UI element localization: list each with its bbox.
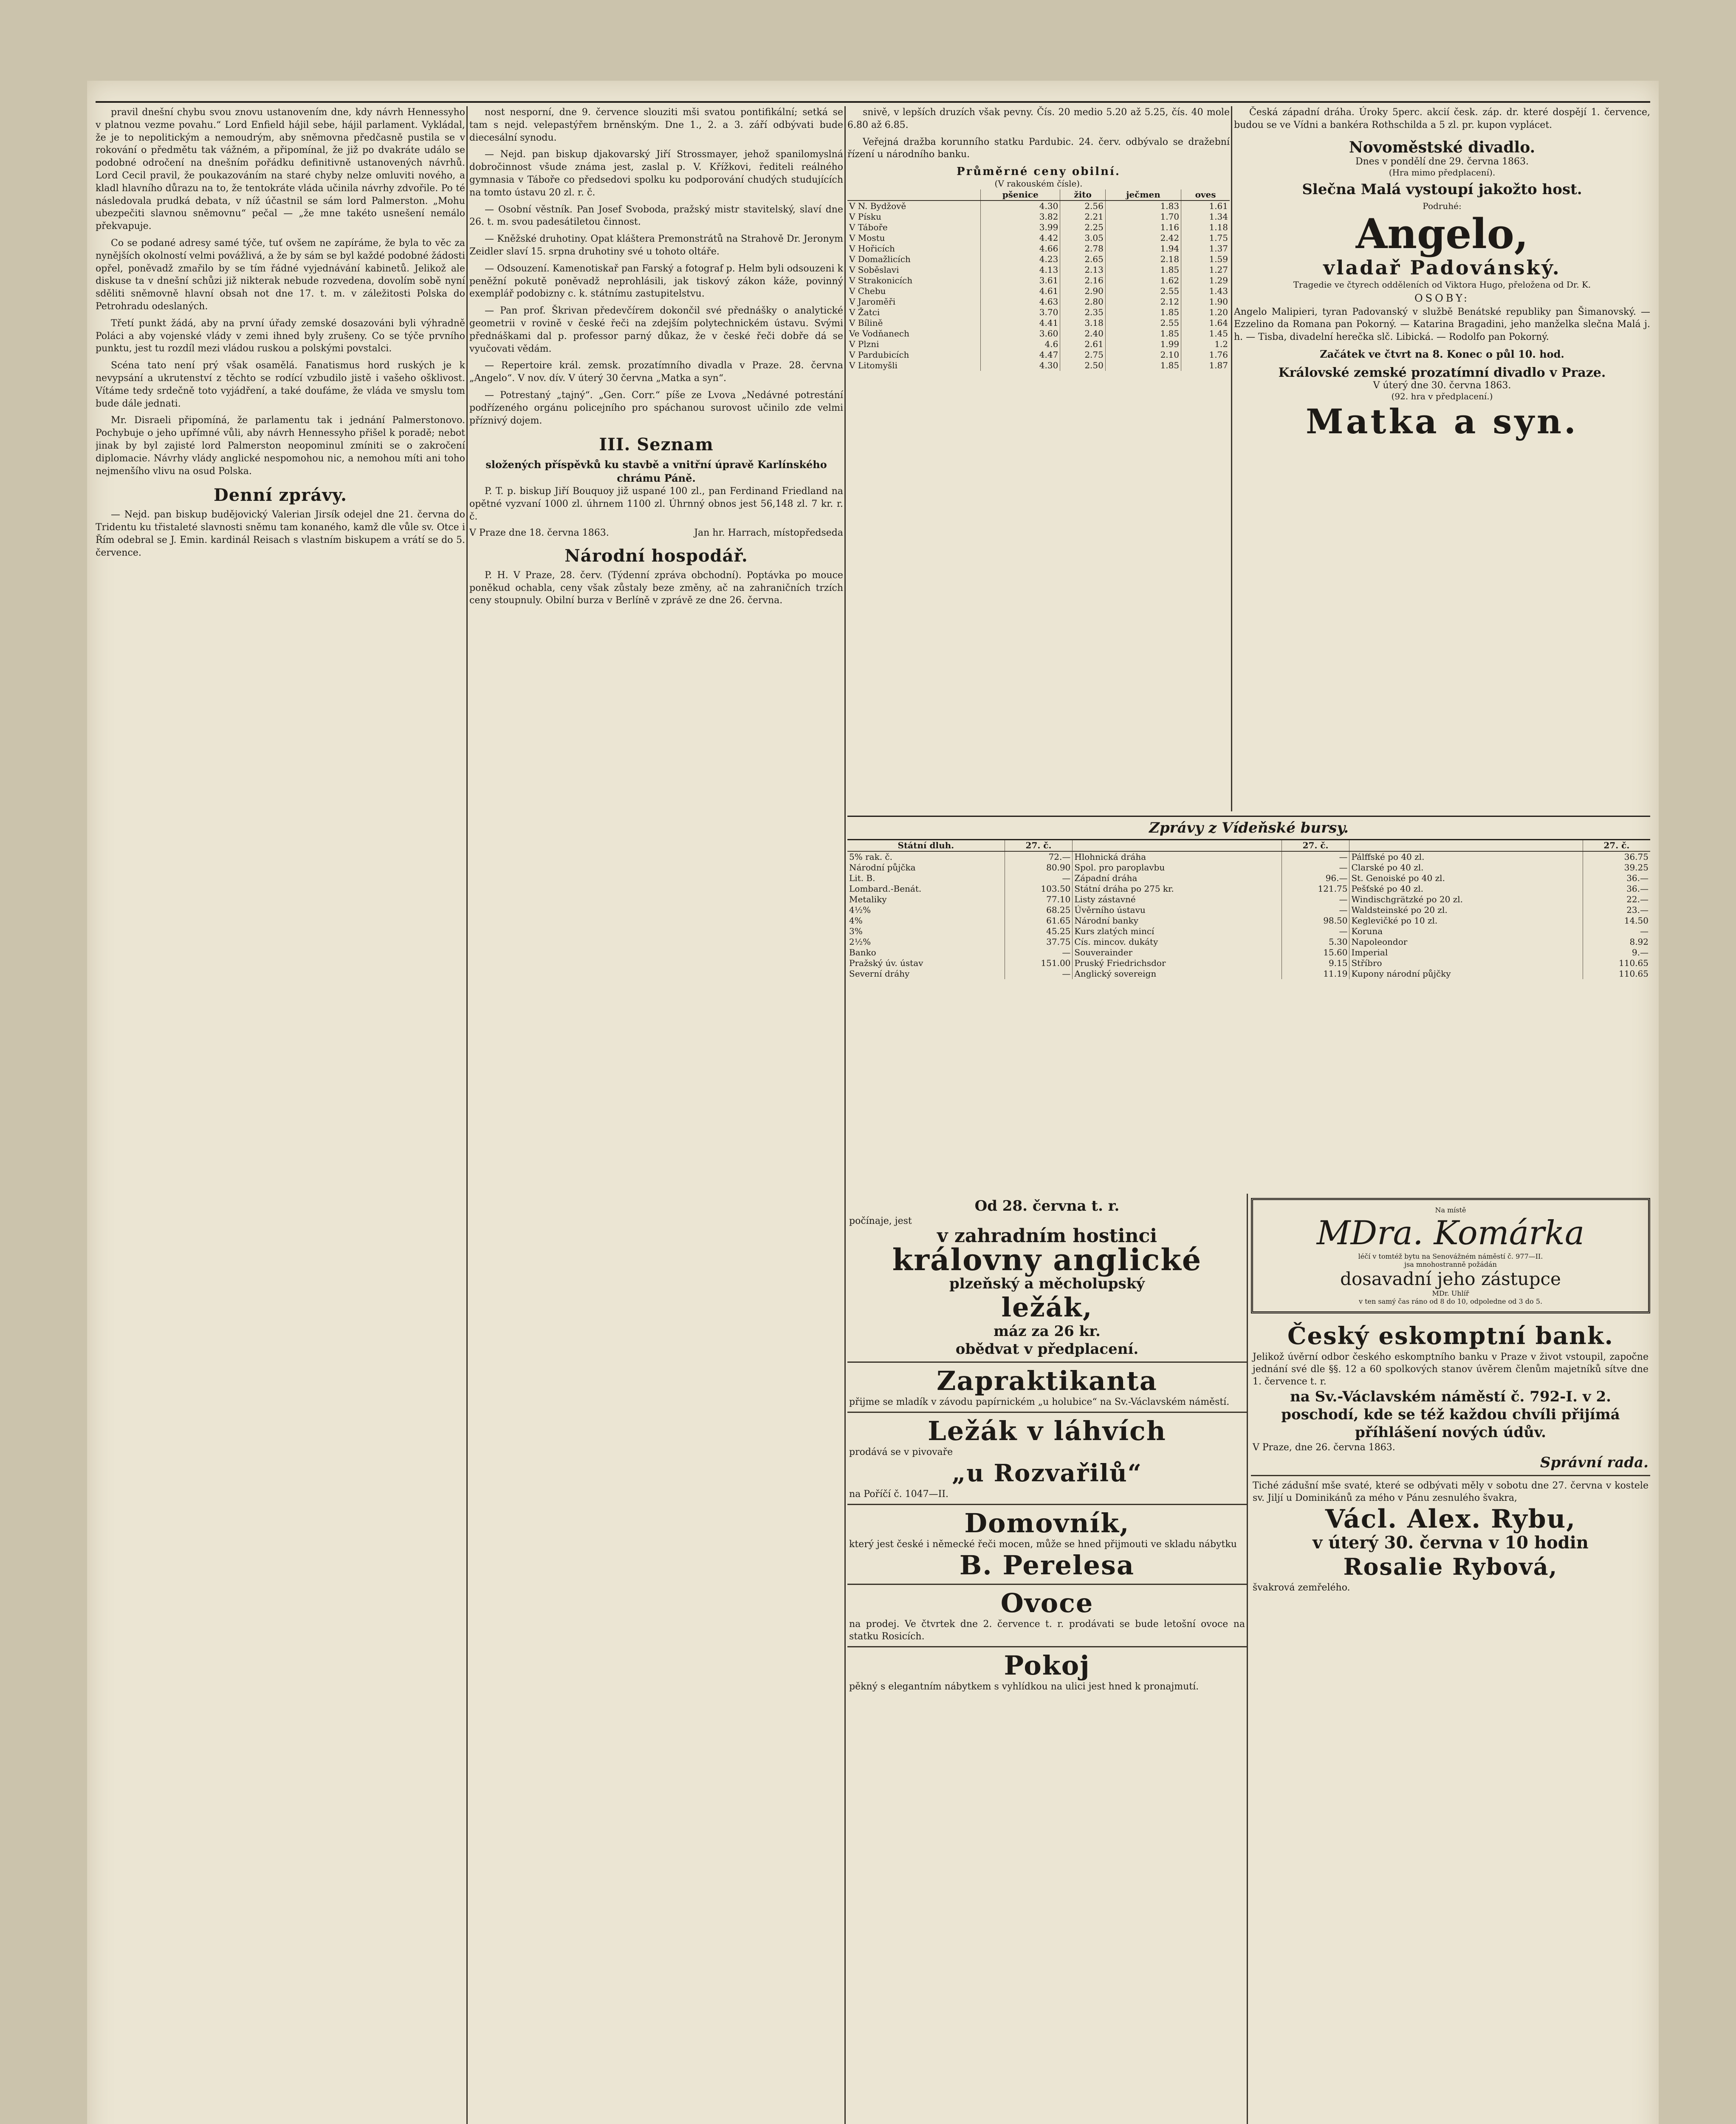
table-cell: 1.29 bbox=[1181, 275, 1230, 286]
burse-row bbox=[847, 905, 1650, 915]
ad-place: v zahradním hostinci bbox=[937, 1225, 1157, 1247]
table-cell: Spol. pro paroplavbu bbox=[1073, 862, 1282, 873]
ads-column-left bbox=[847, 1194, 1248, 2124]
burse-row bbox=[847, 851, 1650, 862]
table-cell: 4.30 bbox=[981, 360, 1060, 371]
table-cell: 22.— bbox=[1583, 894, 1650, 905]
article-paragraph: — Odsouzení. Kamenotiskař pan Farský a fotograf p. Helm byli odsouzeni k peněžní pokutě poněvadž neprohlásili, jak tiskový zákon káže, povinný exemplář podobizny c. k. státnímu zastupitelstvu. bbox=[469, 263, 843, 299]
table-cell: 3.99 bbox=[981, 222, 1060, 233]
ad-eskompt bbox=[1251, 1318, 1650, 1476]
article-paragraph: pravil dnešní chybu svou znovu ustanovením dne, kdy návrh Hennessyho v platnou vezme povahu.“ Lord Enfield hájil sebe, hájil parlament. Vykládal, že je to nepolitickým a nemoudrým, aby sněmovna předčasně pustila se v rokování o předmětu tak vážném, a připomínal, že již po dvakráte událo se podobné odročení na dnešním pořádku definitivně ustanovených návrhů. Lord Cecil pravil, že poukazováním na staré chyby nelze omluviti nového, a kladl hlavního důrazu na to, že tentokráte vláda učinila návrhy zdvořile. Po té následovala prudká debata, v níž účastnil se sám lord Palmerston. „Mohu ubezpečiti slavnou sněmovnu“ pečal — „že mne takéto usnešení nemálo překvapuje. bbox=[96, 107, 465, 232]
notice-paragraph: Česká západní dráha. Úroky 5perc. akcií česk. záp. dr. které dospějí 1. července, budou se ve Vídni a bankéra Rothschilda a 5 zl. pr. kupon vyplácet. bbox=[1234, 107, 1650, 130]
royal-theatre-note: (92. hra v předplacení.) bbox=[1391, 391, 1493, 401]
table-cell: 4.63 bbox=[981, 297, 1060, 307]
table-cell: — bbox=[1005, 947, 1073, 958]
table-cell: 4.41 bbox=[981, 318, 1060, 328]
table-cell: 1.37 bbox=[1181, 243, 1230, 254]
signature-name: Jan hr. Harrach, místopředseda bbox=[694, 527, 843, 538]
royal-play-title: Matka a syn. bbox=[1306, 401, 1578, 441]
column-prices bbox=[847, 106, 1230, 837]
theatre-date: Dnes v pondělí dne 29. června 1863. bbox=[1355, 156, 1529, 167]
table-cell: 4.13 bbox=[981, 265, 1060, 275]
table-cell: 2.75 bbox=[1060, 350, 1106, 360]
theatre-title: Novoměstské divadlo. bbox=[1349, 138, 1536, 156]
table-cell: 1.87 bbox=[1181, 360, 1230, 371]
ad-text: pěkný s elegantním nábytkem s vyhlídkou na ulici jest hned k pronajmutí. bbox=[849, 1681, 1199, 1692]
table-cell: Napoleondor bbox=[1349, 937, 1583, 947]
table-cell: 1.34 bbox=[1181, 212, 1230, 222]
table-cell: 37.75 bbox=[1005, 937, 1073, 947]
table-cell: Pražský úv. ústav bbox=[849, 958, 923, 968]
table-header bbox=[1073, 840, 1282, 851]
table-cell: 2.25 bbox=[1060, 222, 1106, 233]
table-cell: 2.50 bbox=[1060, 360, 1106, 371]
table-cell: 1.70 bbox=[1105, 212, 1181, 222]
price-row bbox=[847, 265, 1230, 275]
table-cell: 36.— bbox=[1583, 884, 1650, 894]
table-cell: 2.56 bbox=[1060, 201, 1106, 212]
table-cell: V Táboře bbox=[849, 222, 888, 233]
column-left bbox=[96, 106, 465, 2124]
table-cell: 3.18 bbox=[1060, 318, 1106, 328]
table-cell: 2.61 bbox=[1060, 339, 1106, 350]
table-cell: V Žatci bbox=[849, 307, 880, 318]
table-cell: 14.50 bbox=[1583, 915, 1650, 926]
table-cell: 1.85 bbox=[1105, 265, 1181, 275]
table-cell: 1.99 bbox=[1105, 339, 1181, 350]
table-cell: 1.61 bbox=[1181, 201, 1230, 212]
table-cell: — bbox=[1005, 873, 1073, 884]
ad-doctor: MDr. Uhlíř bbox=[1432, 1289, 1469, 1297]
table-cell: 1.27 bbox=[1181, 265, 1230, 275]
table-cell: 1.85 bbox=[1105, 360, 1181, 371]
table-cell: 1.76 bbox=[1181, 350, 1230, 360]
ad-name: „u Rozvařilů“ bbox=[952, 1459, 1142, 1487]
table-cell: V Hořicích bbox=[849, 243, 895, 254]
table-cell: 98.50 bbox=[1282, 915, 1349, 926]
table-cell: Západní dráha bbox=[1073, 873, 1282, 884]
table-cell: 45.25 bbox=[1005, 926, 1073, 937]
theatre-note: (Hra mimo předplacení). bbox=[1389, 167, 1496, 178]
table-cell: 1.2 bbox=[1181, 339, 1230, 350]
table-cell: 80.90 bbox=[1005, 862, 1073, 873]
ad-sign: Rosalie Rybová, bbox=[1343, 1553, 1558, 1580]
ad-name: B. Perelesa bbox=[959, 1550, 1135, 1581]
table-cell: Pálffské po 40 zl. bbox=[1349, 851, 1583, 862]
burse-row bbox=[847, 873, 1650, 884]
table-cell: 4.66 bbox=[981, 243, 1060, 254]
table-cell: 4.61 bbox=[981, 286, 1060, 297]
article-paragraph: — Kněžské druhotiny. Opat kláštera Premonstrátů na Strahově Dr. Jeronym Zeidler slaví 15. srpna druhotiny své u tohoto oltáře. bbox=[469, 234, 843, 257]
ad-komarek bbox=[1251, 1198, 1650, 1313]
table-cell: 1.64 bbox=[1181, 318, 1230, 328]
article-paragraph: — Nejd. pan biskup budějovický Valerian Jirsík odejel dne 21. června do Tridentu ku třistaleté slavnosti sněmu tam konaného, kamž dle vůle sv. Otce i Řím odebral se J. Emin. kardinál Reisach s vlastním biskupem a vrátí se do 5. července. bbox=[96, 509, 465, 558]
table-cell: 96.— bbox=[1282, 873, 1349, 884]
table-cell: 3% bbox=[849, 926, 863, 936]
top-rule bbox=[96, 101, 1650, 103]
table-cell: Národní banky bbox=[1073, 915, 1282, 926]
table-cell: 68.25 bbox=[1005, 905, 1073, 915]
table-cell: 5.30 bbox=[1282, 937, 1349, 947]
table-header: oves bbox=[1181, 189, 1230, 201]
burse-section bbox=[847, 816, 1650, 1189]
table-cell: V Litomyšli bbox=[849, 360, 898, 371]
column-middle bbox=[469, 106, 843, 2124]
table-cell: 2.13 bbox=[1060, 265, 1106, 275]
signature-date: V Praze dne 18. června 1863. bbox=[469, 527, 609, 538]
column-divider bbox=[844, 106, 846, 2124]
price-row bbox=[847, 318, 1230, 328]
table-header: 27. č. bbox=[1005, 840, 1073, 851]
table-cell: 23.— bbox=[1583, 905, 1650, 915]
ad-text: na prodej. Ve čtvrtek dne 2. července t. r. prodávati se bude letošní ovoce na statku Rosicích. bbox=[849, 1619, 1245, 1642]
article-paragraph: Scéna tato není prý však osamělá. Fanatismus hord ruských je k nevypsání a ukrutenství z těchto se rodící vzbudilo jistě i vašeho ošklivost. Vítáme tedy srdečně toto vyjádření, a také doufáme, že vláda ve smyslu tom bude dále jednati. bbox=[96, 360, 465, 409]
column-divider bbox=[1231, 106, 1232, 811]
table-cell: 121.75 bbox=[1282, 884, 1349, 894]
burse-row bbox=[847, 969, 1650, 979]
ad-title: Domovník, bbox=[964, 1508, 1130, 1539]
table-cell: 4.30 bbox=[981, 201, 1060, 212]
cast-list: Angelo Malipieri, tyran Padovanský v službě Benátské republiky pan Šimanovský. — Ezzelino da Romana pan Pokorný. — Katarina Bragadini, jeho manželka slečna Malá j. h. — Tisba, divadelní herečka slč. Libická. — Rodolfo pan Pokorný. bbox=[1234, 306, 1650, 343]
seznam-subtitle: složených příspěvků ku stavbě a vnitřní úpravě Karlínského chrámu Páně. bbox=[486, 458, 827, 485]
table-cell: 3.61 bbox=[981, 275, 1060, 286]
table-header: Státní dluh. bbox=[847, 840, 1005, 851]
ad-address: na Poříčí č. 1047—II. bbox=[849, 1489, 949, 1500]
table-cell: 2.18 bbox=[1105, 254, 1181, 265]
price-row bbox=[847, 360, 1230, 371]
ad-name: MDra. Komárka bbox=[1316, 1214, 1585, 1252]
table-cell: — bbox=[1282, 894, 1349, 905]
table-cell: Clarské po 40 zl. bbox=[1349, 862, 1583, 873]
ad-text: počínaje, jest bbox=[849, 1216, 912, 1226]
table-cell: 15.60 bbox=[1282, 947, 1349, 958]
table-cell: 1.43 bbox=[1181, 286, 1230, 297]
table-cell: 8.92 bbox=[1583, 937, 1650, 947]
table-cell: — bbox=[1282, 905, 1349, 915]
section-heading-seznam: III. Seznam bbox=[599, 435, 714, 455]
table-cell: 2.80 bbox=[1060, 297, 1106, 307]
table-cell: 1.85 bbox=[1105, 307, 1181, 318]
ad-sign: Správní rada. bbox=[1540, 1454, 1648, 1471]
table-cell: V Jaroměři bbox=[849, 297, 896, 307]
ad-text: prodává se v pivovaře bbox=[849, 1447, 953, 1457]
table-cell: 2.42 bbox=[1105, 233, 1181, 243]
burse-row bbox=[847, 894, 1650, 905]
article-paragraph: Veřejná dražba korunního statku Pardubic. 24. červ. odbývalo se dražební řízení u národního banku. bbox=[847, 136, 1230, 160]
table-cell: 77.10 bbox=[1005, 894, 1073, 905]
table-header bbox=[1349, 840, 1583, 851]
ad-place: na Sv.-Václavském náměstí č. 792-I. v 2. poschodí, kde se též každou chvíli přijímá příhlášení nových údův. bbox=[1281, 1388, 1620, 1441]
table-cell: 1.18 bbox=[1181, 222, 1230, 233]
ads-column-right bbox=[1251, 1194, 1650, 2124]
ad-beer: plzeňský a měcholupský bbox=[949, 1275, 1145, 1292]
ad-domovnik bbox=[847, 1505, 1247, 1585]
ad-text: který jest české i německé řeči mocen, může se hned přijmouti ve skladu nábytku bbox=[849, 1539, 1237, 1550]
table-cell: 1.94 bbox=[1105, 243, 1181, 254]
ad-title: Pokoj bbox=[1004, 1650, 1090, 1681]
price-row bbox=[847, 254, 1230, 265]
ad-date: V Praze, dne 26. června 1863. bbox=[1253, 1442, 1395, 1453]
table-cell: 2.40 bbox=[1060, 328, 1106, 339]
table-cell: Kupony národní půjčky bbox=[1349, 969, 1583, 979]
table-cell: Národní půjčka bbox=[849, 862, 916, 873]
table-cell: V Soběslavi bbox=[849, 265, 899, 275]
table-cell: Banko bbox=[849, 947, 876, 957]
table-cell: 5% rak. č. bbox=[849, 852, 892, 862]
table-cell: Severní dráhy bbox=[849, 969, 910, 979]
table-cell: V Písku bbox=[849, 212, 881, 222]
table-cell: Státní dráha po 275 kr. bbox=[1073, 884, 1282, 894]
table-cell: Cís. mincov. dukáty bbox=[1073, 937, 1282, 947]
newspaper-page bbox=[87, 81, 1659, 2124]
table-cell: St. Genoiské po 40 zl. bbox=[1349, 873, 1583, 884]
article-paragraph: — Potrestaný „tajný“. „Gen. Corr.“ píše ze Lvova „Nedávné potrestání podřízeného orgánu policejního pro spáchanou surovost učinilo zde velmi příznivý dojem. bbox=[469, 390, 843, 426]
table-cell: 2.35 bbox=[1060, 307, 1106, 318]
theatre-guest: Slečna Malá vystoupí jakožto host. bbox=[1302, 181, 1582, 198]
table-cell: Ve Vodňanech bbox=[849, 328, 909, 339]
table-header: žito bbox=[1060, 189, 1106, 201]
table-header: ječmen bbox=[1105, 189, 1181, 201]
play-title: Angelo, bbox=[1355, 209, 1529, 258]
table-cell: — bbox=[1005, 969, 1073, 979]
article-paragraph: — Nejd. pan biskup djakovarský Jiří Strossmayer, jehož spanilomyslná dobročinnost všude známa jest, zaslal p. V. Křížkovi, řediteli reálného gymnasia v Táboře co předsedovi spolku ku podporování chudých studujících na tomto ústavu 20 zl. r. č. bbox=[469, 149, 843, 198]
table-cell: Imperial bbox=[1349, 947, 1583, 958]
ad-lezak: ležák, bbox=[1001, 1292, 1093, 1323]
article-paragraph: — Pan prof. Škrivan předevčírem dokončil své přednášky o analytické geometrii v rovině v české řeči na zdejším polytechnickém ústavu. Svými přednáškami dal p. professor parný důkaz, že v české řeči dobře dá se vyučovati vědám. bbox=[469, 305, 843, 354]
ad-sign-sub: švakrová zemřelého. bbox=[1253, 1582, 1350, 1593]
burse-row bbox=[847, 884, 1650, 894]
ad-text: přijme se mladík v závodu papírnickém „u holubice“ na Sv.-Václavském náměstí. bbox=[849, 1397, 1230, 1407]
burse-row bbox=[847, 958, 1650, 969]
ad-title: Zapraktikanta bbox=[937, 1365, 1157, 1396]
table-cell: 2.10 bbox=[1105, 350, 1181, 360]
table-cell: 39.25 bbox=[1583, 862, 1650, 873]
table-cell: 4.23 bbox=[981, 254, 1060, 265]
table-cell: — bbox=[1282, 851, 1349, 862]
seznam-signature bbox=[469, 528, 843, 538]
ad-title: Ležák v láhvích bbox=[928, 1415, 1166, 1446]
show-times: Začátek ve čtvrt na 8. Konec o půl 10. hod. bbox=[1320, 347, 1564, 360]
price-row bbox=[847, 243, 1230, 254]
table-cell: 2.90 bbox=[1060, 286, 1106, 297]
royal-theatre-date: V úterý dne 30. června 1863. bbox=[1373, 380, 1511, 391]
table-cell: 4½% bbox=[849, 905, 871, 915]
table-cell: — bbox=[1583, 926, 1650, 937]
table-cell: 3.60 bbox=[981, 328, 1060, 339]
table-cell: 11.19 bbox=[1282, 969, 1349, 979]
column-divider bbox=[466, 106, 468, 2124]
section-heading-denni: Denní zprávy. bbox=[214, 485, 347, 506]
table-cell: Hlohnická dráha bbox=[1073, 851, 1282, 862]
table-cell: 1.20 bbox=[1181, 307, 1230, 318]
ad-dinner: obědvat v předplacení. bbox=[955, 1341, 1139, 1358]
table-cell: 2.65 bbox=[1060, 254, 1106, 265]
table-cell: 2.16 bbox=[1060, 275, 1106, 286]
table-cell: Keglevičké po 10 zl. bbox=[1349, 915, 1583, 926]
table-cell: 1.85 bbox=[1105, 328, 1181, 339]
ad-pokoj bbox=[847, 1647, 1247, 1696]
table-cell: — bbox=[1282, 926, 1349, 937]
table-cell: 36.— bbox=[1583, 873, 1650, 884]
section-heading-narodni: Národní hospodář. bbox=[565, 545, 748, 566]
ad-date: v úterý 30. června v 10 hodin bbox=[1313, 1533, 1589, 1553]
table-header: 27. č. bbox=[1282, 840, 1349, 851]
prices-unit: (V rakouském čísle). bbox=[994, 178, 1083, 189]
price-row bbox=[847, 350, 1230, 360]
price-row bbox=[847, 222, 1230, 233]
play-subtitle: vladař Padovánský. bbox=[1323, 256, 1561, 279]
ad-lezak-lahve bbox=[847, 1413, 1247, 1505]
ad-brand: královny anglické bbox=[892, 1242, 1202, 1277]
table-header bbox=[847, 189, 981, 201]
table-cell: V Strakonicích bbox=[849, 275, 913, 286]
burse-row bbox=[847, 947, 1650, 958]
ad-name: Václ. Alex. Rybu, bbox=[1325, 1504, 1576, 1534]
table-cell: V Plzni bbox=[849, 339, 879, 350]
ad-text: Jelikož úvěrní odbor českého eskomptního banku v Praze v život vstoupil, započne jednání své dle §§. 12 a 60 spolkových stanov úvěrem členům majetníků sítve dne 1. července t. r. bbox=[1253, 1352, 1648, 1387]
play-description: Tragedie ve čtyrech odděleních od Viktora Hugo, přeložena od Dr. K. bbox=[1293, 279, 1591, 290]
table-cell: 1.75 bbox=[1181, 233, 1230, 243]
table-cell: Pešťské po 40 zl. bbox=[1349, 884, 1583, 894]
table-cell: Lombard.-Benát. bbox=[849, 884, 922, 894]
ad-praktikant bbox=[847, 1363, 1247, 1413]
table-cell: 9.15 bbox=[1282, 958, 1349, 969]
table-cell: V N. Bydžově bbox=[849, 201, 906, 212]
table-cell: 110.65 bbox=[1583, 969, 1650, 979]
table-cell: V Chebu bbox=[849, 286, 886, 297]
table-cell: Windischgrätzké po 20 zl. bbox=[1349, 894, 1583, 905]
table-cell: 9.— bbox=[1583, 947, 1650, 958]
price-row bbox=[847, 307, 1230, 318]
table-cell: 2.12 bbox=[1105, 297, 1181, 307]
ad-date: Od 28. června t. r. bbox=[974, 1198, 1120, 1215]
table-cell: 2.21 bbox=[1060, 212, 1106, 222]
table-cell: 4.47 bbox=[981, 350, 1060, 360]
article-paragraph: P. T. p. biskup Jiří Bouquoy již uspané 100 zl., pan Ferdinand Friedland na opětné vyzvaní 1000 zl. úhrnem 1100 zl. Úhrnný obnos jest 56,148 zl. 7 kr. r. č. bbox=[469, 486, 843, 522]
column-theatre bbox=[1234, 106, 1650, 811]
table-cell: 151.00 bbox=[1005, 958, 1073, 969]
article-paragraph: nost nesporní, dne 9. července slouziti mši svatou pontifikální; setká se tam s nejd. velepastýřem brněnským. Dne 1., 2. a 3. září odbývati bude diecesální synodu. bbox=[469, 107, 843, 143]
price-row bbox=[847, 212, 1230, 222]
table-cell: 1.59 bbox=[1181, 254, 1230, 265]
article-paragraph: Mr. Disraeli připomíná, že parlamentu tak i jednání Palmerstonovo. Pochybuje o jeho upřímné vůli, aby návrh Hennessyho přišel k poradě; nebot jinak by byl zajisté lord Palmerston neopominul zmíniti se o zakročení diplomacie. Návrhy vlády anglické nespomohou nic, a nemohou míti ani toho nejmenšího vlivu na osud Polska. bbox=[96, 415, 465, 477]
table-cell: Souverainder bbox=[1073, 947, 1282, 958]
price-row bbox=[847, 233, 1230, 243]
ad-text: jsa mnohostranně požádán bbox=[1404, 1260, 1497, 1268]
article-paragraph: — Repertoire král. zemsk. prozatímního divadla v Praze. 28. června „Angelo“. V nov. dív. V úterý 30 června „Matka a syn“. bbox=[469, 360, 843, 384]
ad-prefix: Na místě bbox=[1435, 1206, 1466, 1214]
table-cell: Metaliky bbox=[849, 894, 887, 904]
table-cell: 1.83 bbox=[1105, 201, 1181, 212]
price-row bbox=[847, 286, 1230, 297]
table-cell: — bbox=[1282, 862, 1349, 873]
table-cell: 4% bbox=[849, 915, 863, 926]
table-cell: 36.75 bbox=[1583, 851, 1650, 862]
price-row bbox=[847, 201, 1230, 212]
burse-table bbox=[847, 840, 1650, 979]
table-header: pšenice bbox=[981, 189, 1060, 201]
table-cell: V Bílině bbox=[849, 318, 883, 328]
burse-title: Zprávy z Vídeňské bursy. bbox=[847, 816, 1650, 840]
burse-row bbox=[847, 862, 1650, 873]
ad-title: Český eskomptní bank. bbox=[1287, 1322, 1614, 1350]
table-cell: 2.78 bbox=[1060, 243, 1106, 254]
price-row bbox=[847, 339, 1230, 350]
ad-price: máz za 26 kr. bbox=[994, 1323, 1101, 1340]
ad-kralovny bbox=[847, 1194, 1247, 1363]
table-cell: Koruna bbox=[1349, 926, 1583, 937]
royal-theatre-title: Královské zemské prozatímní divadlo v Praze. bbox=[1278, 365, 1606, 380]
ad-text: léčí v tomtéž bytu na Senovážném náměstí č. 977—II. bbox=[1358, 1252, 1543, 1260]
article-paragraph: Třetí punkt žádá, aby na první úřady zemské dosazováni byli výhradně Poláci a aby vojenské vlády v zemi ihned byly zrušeny. Co se týče prvního punktu, jest tu rozdíl mezi vládou ruskou a polskými povstalci. bbox=[96, 318, 465, 354]
table-cell: Anglický sovereign bbox=[1073, 969, 1282, 979]
table-cell: 2½% bbox=[849, 937, 871, 947]
table-cell: 110.65 bbox=[1583, 958, 1650, 969]
prices-title: Průměrné ceny obilní. bbox=[957, 165, 1121, 178]
ad-hours: v ten samý čas ráno od 8 do 10, odpoledne od 3 do 5. bbox=[1358, 1297, 1543, 1305]
table-cell: 1.16 bbox=[1105, 222, 1181, 233]
table-cell: Kurs zlatých mincí bbox=[1073, 926, 1282, 937]
burse-row bbox=[847, 926, 1650, 937]
table-cell: 2.55 bbox=[1105, 318, 1181, 328]
table-cell: Stříbro bbox=[1349, 958, 1583, 969]
cast-heading: OSOBY: bbox=[1414, 292, 1470, 304]
ad-ovoce bbox=[847, 1585, 1247, 1647]
table-cell: 1.45 bbox=[1181, 328, 1230, 339]
table-cell: Úvěrního ústavu bbox=[1073, 905, 1282, 915]
table-header: 27. č. bbox=[1583, 840, 1650, 851]
table-cell: 1.62 bbox=[1105, 275, 1181, 286]
article-paragraph: P. H. V Praze, 28. červ. (Týdenní zpráva obchodní). Poptávka po mouce poněkud ochabla, ceny však zůstaly beze změny, ač na zahraničních trzích ceny stoupnuly. Obilní burza v Berlíně v zprávě ze dne 26. června. bbox=[469, 570, 843, 606]
table-cell: 3.05 bbox=[1060, 233, 1106, 243]
table-cell: 2.55 bbox=[1105, 286, 1181, 297]
table-cell: 103.50 bbox=[1005, 884, 1073, 894]
table-cell: Lit. B. bbox=[849, 873, 875, 883]
grain-price-table bbox=[847, 189, 1230, 371]
price-row bbox=[847, 328, 1230, 339]
ad-rybu bbox=[1251, 1476, 1650, 1597]
ad-text: dosavadní jeho zástupce bbox=[1340, 1268, 1561, 1289]
price-row bbox=[847, 297, 1230, 307]
table-cell: Waldsteinské po 20 zl. bbox=[1349, 905, 1583, 915]
table-cell: 3.82 bbox=[981, 212, 1060, 222]
price-row bbox=[847, 275, 1230, 286]
table-cell: V Pardubicích bbox=[849, 350, 909, 360]
table-cell: Listy zástavné bbox=[1073, 894, 1282, 905]
table-cell: 72.— bbox=[1005, 851, 1073, 862]
article-paragraph: Co se podané adresy samé týče, tuť ovšem ne zapíráme, že byla to věc za nynějších okolností velmi povážlivá, a že by sám se byl každé podobné žádosti opřel, poněvadž zmařilo by se tím řádné vyjednávání kabinetů. Jelikož ale diskuse ta v dnešní schůzi již nikterak nebude rozvedena, dovolím sobě nyní sděliti sněmovně hlavní obsah not dne 17. t. m. v záležitosti Polska do Petrohradu odeslaných. bbox=[96, 237, 465, 312]
burse-row bbox=[847, 915, 1650, 926]
table-cell: 4.42 bbox=[981, 233, 1060, 243]
table-cell: Pruský Friedrichsdor bbox=[1073, 958, 1282, 969]
table-cell: 4.6 bbox=[981, 339, 1060, 350]
table-cell: V Domažlicích bbox=[849, 254, 911, 265]
article-paragraph: — Osobní věstník. Pan Josef Svoboda, pražský mistr stavitelský, slaví dne 26. t. m. svou padesátiletou činnost. bbox=[469, 204, 843, 228]
table-cell: 1.90 bbox=[1181, 297, 1230, 307]
table-cell: 61.65 bbox=[1005, 915, 1073, 926]
article-paragraph: snivě, v lepších druzích však pevny. Čís. 20 medio 5.20 až 5.25, čís. 40 mole 6.80 až 6.85. bbox=[847, 107, 1230, 130]
table-cell: V Mostu bbox=[849, 233, 885, 243]
ad-title: Ovoce bbox=[1000, 1587, 1094, 1618]
table-cell: 3.70 bbox=[981, 307, 1060, 318]
burse-row bbox=[847, 937, 1650, 947]
theatre-again: Podruhé: bbox=[1423, 201, 1462, 211]
ad-text: Tiché zádušní mše svaté, které se odbývati měly v sobotu dne 27. června v kostele sv. Jiljí u Dominikánů za mého v Pánu zesnulého švakra, bbox=[1253, 1480, 1648, 1503]
